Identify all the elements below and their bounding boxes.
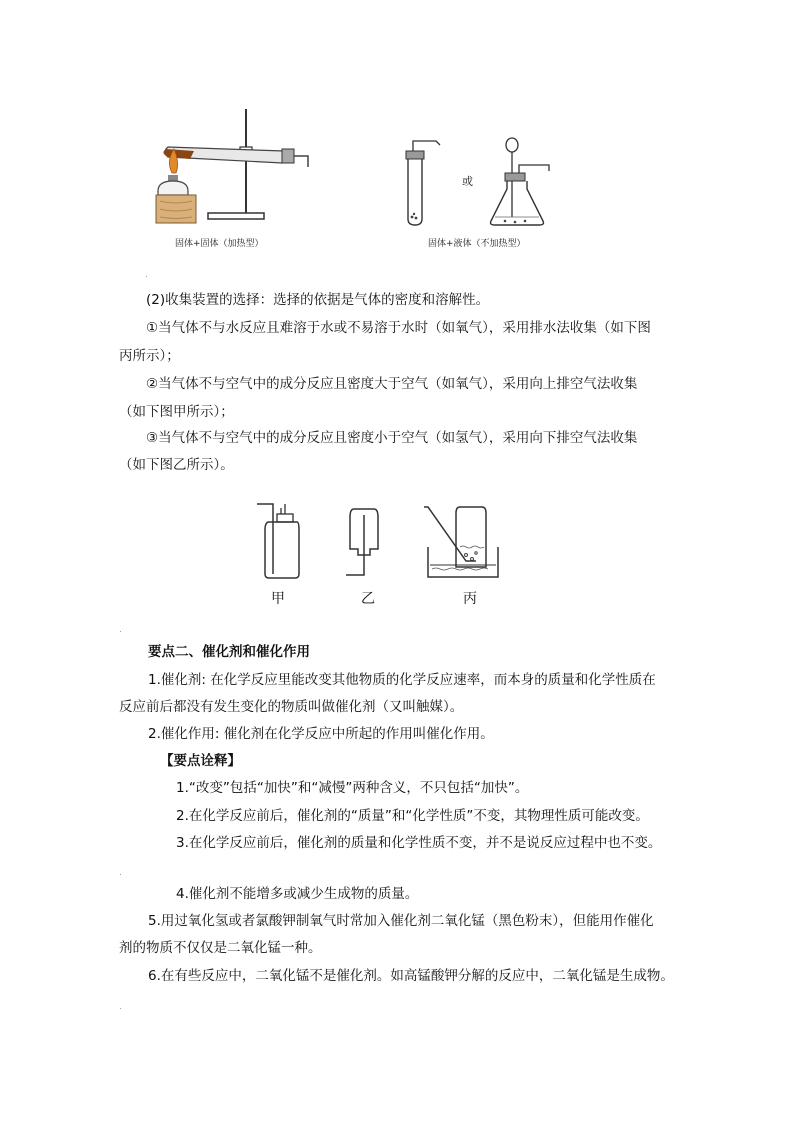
collect-item1-line2: 丙所示）； <box>119 348 180 364</box>
catalyst-p1-line2: 反应前后都没有发生变化的物质叫做催化剂（又叫触媒）。 <box>119 699 464 715</box>
key-points-title: 【要点诠释】 <box>160 753 241 769</box>
catalyst-p6: 6.在有些反应中，二氧化锰不是催化剂。如高锰酸钾分解的反应中，二氧化锰是生成物。 <box>148 968 674 984</box>
water-displacement-collection-figure <box>420 503 505 583</box>
spacer-mark: . <box>119 1002 122 1012</box>
collect-heading: (2)收集装置的选择：选择的依据是气体的密度和溶解性。 <box>146 292 490 308</box>
collect-item3-line1: ③当气体不与空气中的成分反应且密度小于空气（如氢气），采用向下排空气法收集 <box>146 430 638 446</box>
caption-solid-solid: 固体+固体（加热型） <box>175 239 264 249</box>
key-point-2: 2.在化学反应前后，催化剂的“质量”和“化学性质”不变，其物理性质可能改变。 <box>176 808 649 824</box>
label-yi: 乙 <box>361 591 375 607</box>
or-label: 或 <box>462 175 473 188</box>
collect-item2-line2: （如下图甲所示）； <box>119 404 234 420</box>
catalyst-section-title: 要点二、催化剂和催化作用 <box>148 644 310 660</box>
key-point-1: 1.“改变”包括“加快”和“减慢”两种含义，不只包括“加快”。 <box>176 780 529 796</box>
label-bing: 丙 <box>463 591 477 607</box>
collect-item1-line1: ①当气体不与水反应且难溶于水或不易溶于水时（如氧气），采用排水法收集（如下图 <box>146 320 651 336</box>
collect-item3-line2: （如下图乙所示）。 <box>119 457 234 473</box>
test-tube-apparatus-figure <box>400 135 445 227</box>
downward-air-collection-figure <box>340 505 385 580</box>
spacer-mark: . <box>119 625 122 635</box>
spacer-mark: . <box>119 868 122 878</box>
upward-air-collection-figure <box>255 500 305 582</box>
key-point-3: 3.在化学反应前后，催化剂的质量和化学性质不变，并不是说反应过程中也不变。 <box>176 835 662 851</box>
key-point-4: 4.催化剂不能增多或减少生成物的质量。 <box>176 886 419 902</box>
caption-solid-liquid: 固体+液体（不加热型） <box>428 239 526 249</box>
label-jia: 甲 <box>271 591 285 607</box>
catalyst-p1-line1: 1.催化剂: 在化学反应里能改变其他物质的化学反应速率，而本身的质量和化学性质在 <box>148 672 656 688</box>
catalyst-p5-line2: 剂的物质不仅仅是二氧化锰一种。 <box>119 940 322 956</box>
catalyst-p2: 2.催化作用: 催化剂在化学反应中所起的作用叫催化作用。 <box>148 726 494 742</box>
heating-apparatus-figure <box>150 105 320 230</box>
conical-flask-apparatus-figure <box>485 137 565 229</box>
spacer-mark: . <box>145 270 148 280</box>
catalyst-p5-line1: 5.用过氧化氢或者氯酸钾制氧气时常加入催化剂二氧化锰（黑色粉末），但能用作催化 <box>148 913 654 929</box>
collect-item2-line1: ②当气体不与空气中的成分反应且密度大于空气（如氧气），采用向上排空气法收集 <box>146 376 638 392</box>
